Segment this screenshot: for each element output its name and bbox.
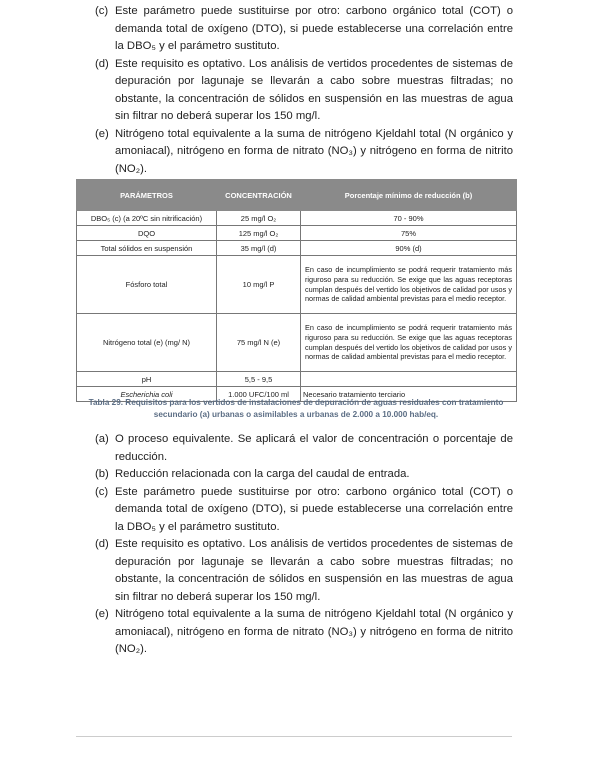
header-porcentaje: Porcentaje mínimo de reducción (b) (301, 180, 517, 211)
cell-param: pH (77, 372, 217, 387)
cell-conc: 1.000 UFC/100 ml (217, 387, 301, 402)
footnotes-top (95, 3, 513, 178)
footnote-label: (c) (95, 5, 109, 17)
footnote-text: Este parámetro puede sustituirse por otro: carbono orgánico total (COT) o demanda total de oxígeno (DTO), si puede establecerse una correlación entre la DBO₅ y el parámetro sustituto. (115, 5, 513, 52)
footnote-item (95, 466, 513, 484)
footnote-item (95, 3, 513, 56)
cell-pct: Necesario tratamiento terciario (301, 387, 517, 402)
table-row (77, 256, 517, 314)
cell-pct: 75% (301, 226, 517, 241)
cell-param: DBO₅ (c) (a 20ºC sin nitrificación) (77, 211, 217, 226)
footnote-label: (c) (95, 485, 109, 498)
table-row (77, 314, 517, 372)
cell-pct: 90% (d) (301, 241, 517, 256)
cell-conc: 125 mg/l O₂ (217, 226, 301, 241)
requirements-table (76, 179, 517, 402)
table-row (77, 372, 517, 387)
footer-divider (76, 736, 512, 737)
cell-pct: 70 - 90% (301, 211, 517, 226)
footnote-label: (d) (95, 538, 109, 550)
footnote-item (95, 56, 513, 126)
footnote-label: (e) (95, 127, 109, 140)
table-row (77, 241, 517, 256)
footnote-label: (a) (95, 433, 109, 445)
footnote-text: Nitrógeno total equivalente a la suma de nitrógeno Kjeldahl total (N orgánico y amoniacal), nitrógeno en forma de nitrato (NO₃) y nitrógeno en forma de nitrito (NO₂). (115, 608, 513, 655)
cell-pct: En caso de incumplimiento se podrá requerir tratamiento más riguroso para su reducción. Se exige que las aguas receptoras cumplan después del vertido los objetivos de calidad por usos y normas de calidad ambiental previstas para el medio receptor. (301, 314, 517, 372)
footnote-text: Este parámetro puede sustituirse por otro: carbono orgánico total (COT) o demanda total de oxígeno (DTO), si puede establecerse una correlación entre la DBO₅ y el parámetro sustituto. (115, 485, 513, 533)
footnote-item (95, 484, 513, 537)
footnote-text: Este requisito es optativo. Los análisis de vertidos procedentes de sistemas de depuración por lagunaje se llevarán a cabo sobre muestras filtradas; no obstante, la concentración de sólidos en suspensión en las muestras de agua sin filtrar no deberá superar los 150 mg/l. (115, 538, 513, 603)
footnote-label: (e) (95, 608, 109, 620)
footnote-item (95, 126, 513, 179)
footnote-text: Este requisito es optativo. Los análisis de vertidos procedentes de sistemas de depuración por lagunaje se llevarán a cabo sobre muestras filtradas; no obstante, la concentración de sólidos en suspensión en las muestras de agua sin filtrar no deberá superar los 150 mg/l. (115, 57, 513, 122)
header-parametros: PARÁMETROS (77, 180, 217, 211)
cell-conc: 35 mg/l (d) (217, 241, 301, 256)
footnote-item (95, 431, 513, 466)
cell-conc: 75 mg/l N (e) (217, 314, 301, 372)
footnote-text: Nitrógeno total equivalente a la suma de nitrógeno Kjeldahl total (N orgánico y amoniacal), nitrógeno en forma de nitrato (NO₃) y nitrógeno en forma de nitrito (NO₂). (115, 127, 513, 175)
footnote-item (95, 606, 513, 659)
cell-param: Fósforo total (77, 256, 217, 314)
footnotes-bottom (95, 431, 513, 659)
header-concentracion: CONCENTRACIÓN (217, 180, 301, 211)
cell-pct (301, 372, 517, 387)
footnote-text: O proceso equivalente. Se aplicará el valor de concentración o porcentaje de reducción. (115, 433, 513, 463)
cell-param: Escherichia coli (77, 387, 217, 402)
cell-param: DQO (77, 226, 217, 241)
cell-param: Total sólidos en suspensión (77, 241, 217, 256)
footnote-text: Reducción relacionada con la carga del caudal de entrada. (115, 468, 410, 480)
table-header-row (77, 180, 517, 211)
footnote-label: (b) (95, 468, 109, 480)
table-row (77, 226, 517, 241)
cell-conc: 25 mg/l O₂ (217, 211, 301, 226)
table-caption: Tabla 29. Requisitos para los vertidos de instalaciones de depuración de aguas residuales con tratamiento secundario (a) urbanas o asimilables a urbanas de 2.000 a 10.000 hab/eq. (88, 398, 504, 419)
cell-conc: 5,5 - 9,5 (217, 372, 301, 387)
cell-param: Nitrógeno total (e) (mg/ N) (77, 314, 217, 372)
footnote-label: (d) (95, 57, 109, 70)
cell-conc: 10 mg/l P (217, 256, 301, 314)
table-row (77, 211, 517, 226)
footnote-item (95, 536, 513, 606)
cell-pct: En caso de incumplimiento se podrá requerir tratamiento más riguroso para su reducción. Se exige que las aguas receptoras cumplan después del vertido los objetivos de calidad por usos y normas de calidad ambiental previstas para el medio receptor. (301, 256, 517, 314)
